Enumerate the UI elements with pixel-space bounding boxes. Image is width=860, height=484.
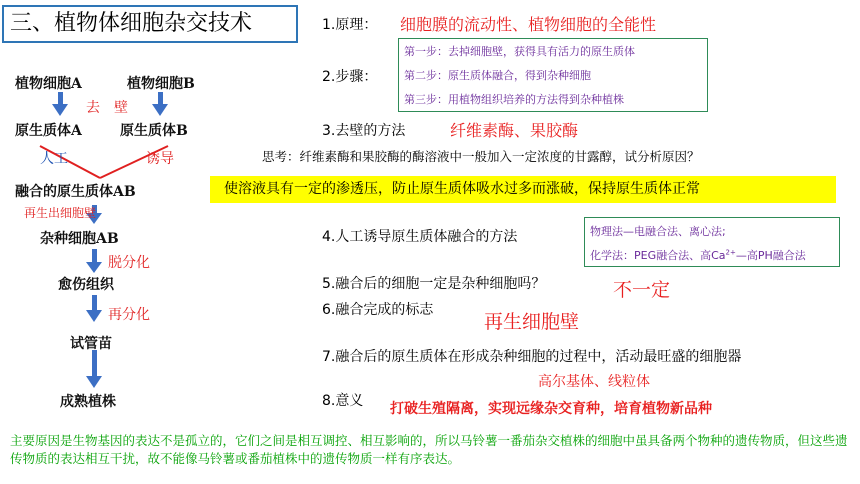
mature-plant: 成熟植株: [60, 394, 116, 410]
q6-answer: 再生细胞壁: [484, 311, 580, 333]
hybrid-cell: 杂种细胞AB: [40, 231, 119, 247]
arrow-down-icon: [86, 295, 102, 322]
arrow-down-icon: [52, 92, 68, 116]
q4-label: 4.人工诱导原生质体融合的方法: [322, 229, 518, 245]
seedling: 试管苗: [70, 336, 112, 352]
regen-wall-label: 再生出细胞壁: [24, 206, 97, 220]
q7-label: 7.融合后的原生质体在形成杂种细胞的过程中，活动最旺盛的细胞器: [322, 349, 742, 365]
page-title: 三、植物体细胞杂交技术: [2, 5, 298, 43]
chemical-method: 化学法：PEG融合法、高$Ca^{2+}—$高PH融合法: [590, 248, 806, 262]
dediff-label: 脱分化: [108, 255, 150, 271]
q5-label: 5.融合后的细胞一定是杂种细胞吗？: [322, 276, 546, 292]
artificial-label: 人工: [40, 151, 68, 167]
physical-method: 物理法—电融合法、离心法;: [590, 225, 726, 238]
rediff-label: 再分化: [108, 307, 150, 323]
step-1: 第一步：去掉细胞壁，获得具有活力的原生质体: [404, 45, 635, 58]
q5-answer: 不一定: [613, 279, 671, 301]
cell-b: 植物细胞B: [127, 76, 195, 92]
arrow-down-icon: [86, 249, 102, 273]
q7-answer: 高尔基体、线粒体: [538, 374, 650, 390]
protoplast-a: 原生质体A: [15, 123, 82, 139]
arrow-down-icon: [86, 350, 102, 388]
fusion-methods-box: [584, 217, 840, 267]
step-2: 第二步：原生质体融合，得到杂种细胞: [404, 69, 591, 82]
q2-label: 2.步骤：: [322, 69, 378, 85]
q6-label: 6.融合完成的标志: [322, 302, 434, 318]
fused-protoplast: 融合的原生质体AB: [15, 184, 136, 200]
protoplast-b: 原生质体B: [120, 123, 188, 139]
arrow-down-icon: [152, 92, 168, 116]
think-question: 思考：纤维素酶和果胶酶的酶溶液中一般加入一定浓度的甘露醇，试分析原因？: [262, 149, 700, 164]
footer-explanation: 主要原因是生物基因的表达不是孤立的，它们之间是相互调控、相互影响的，所以马铃薯一番茄杂交植株的细胞中虽具备两个物种的遗传物质，但这些遗传物质的表达相互干扰，故不能像马铃薯或番茄植株中的遗传物质一样有序表达。: [10, 433, 848, 466]
q1-label: 1.原理：: [322, 17, 378, 33]
step-3: 第三步：用植物组织培养的方法得到杂种植株: [404, 93, 624, 106]
remove-wall-label: 去 壁: [86, 100, 128, 116]
think-answer: 使溶液具有一定的渗透压，防止原生质体吸水过多而涨破，保持原生质体正常: [210, 176, 836, 203]
q1-answer: 细胞膜的流动性、植物细胞的全能性: [400, 15, 657, 34]
cell-a: 植物细胞A: [15, 76, 82, 92]
q3-label: 3.去壁的方法: [322, 123, 406, 139]
induce-label: 诱导: [146, 151, 174, 167]
q8-label: 8.意义: [322, 393, 364, 409]
q3-answer: 纤维素酶、果胶酶: [450, 121, 579, 140]
callus: 愈伤组织: [58, 277, 114, 293]
steps-box: [398, 38, 708, 112]
q8-answer: 打破生殖隔离，实现远缘杂交育种，培育植物新品种: [390, 401, 712, 417]
